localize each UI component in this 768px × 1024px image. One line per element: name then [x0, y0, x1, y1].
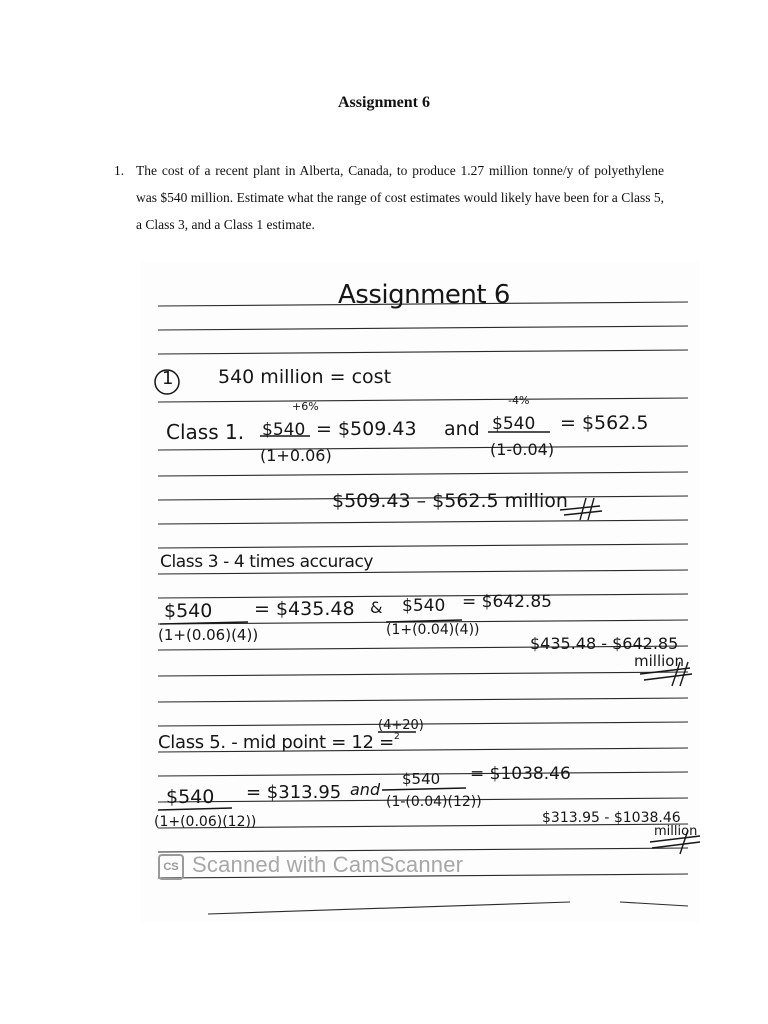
class3-heading: Class 3 - 4 times accuracy: [160, 552, 374, 572]
class5-heading: Class 5. - mid point = 12 =: [158, 732, 394, 753]
class1-range: $509.43 – $562.5 million: [332, 490, 568, 512]
class1-result-2: = $562.5: [560, 412, 649, 434]
scanned-handwritten-solution: [140, 262, 700, 922]
item-number: 1: [162, 368, 174, 389]
class1-and: and: [444, 418, 480, 440]
class1-label: Class 1.: [166, 420, 245, 444]
class5-result-2: = $1038.46: [470, 764, 571, 784]
class5-denominator-1: (1+(0.06)(12)): [154, 814, 257, 830]
handwritten-title: Assignment 6: [338, 280, 510, 310]
camscanner-watermark: Scanned with CamScanner: [192, 852, 464, 877]
question-text: The cost of a recent plant in Alberta, Canada, to produce 1.27 million tonne/y of polyethylene was $540 million. Estimate what the range of cost estimates would likely have been for a Class 5, a Class 3, and a Class 1 estimate.: [136, 163, 664, 232]
class3-numerator-1: $540: [164, 600, 213, 622]
class3-numerator-2: $540: [402, 596, 446, 616]
class5-result-1: = $313.95: [246, 782, 342, 803]
class3-range: $435.48 - $642.85: [530, 634, 679, 653]
class3-range-unit: million: [634, 652, 684, 670]
class1-denominator-1: (1+0.06): [260, 446, 332, 465]
class1-denominator-2: (1-0.04): [490, 440, 555, 459]
class5-range-unit: million: [654, 824, 698, 839]
class3-and: &: [370, 598, 383, 617]
class5-and: and: [350, 780, 381, 799]
class1-result-1: = $509.43: [316, 418, 417, 440]
class1-annotation-minus: -4%: [508, 394, 530, 407]
camscanner-logo-icon: CS: [158, 854, 184, 880]
class1-annotation-plus: +6%: [292, 400, 319, 413]
class5-range: $313.95 - $1038.46: [542, 810, 681, 826]
page-title: Assignment 6: [337, 94, 430, 111]
class3-denominator-2: (1+(0.04)(4)): [386, 622, 480, 638]
class5-mid-denominator: 2: [394, 732, 400, 742]
class5-mid-numerator: (4+20): [378, 718, 424, 733]
class5-denominator-2: (1-(0.04)(12)): [386, 794, 482, 810]
class3-denominator-1: (1+(0.06)(4)): [158, 626, 259, 644]
class5-numerator-2: $540: [402, 770, 441, 788]
given-cost: 540 million = cost: [218, 366, 392, 388]
class1-numerator-1: $540: [262, 420, 306, 440]
class3-result-1: = $435.48: [254, 598, 355, 620]
class3-result-2: = $642.85: [462, 592, 552, 612]
question-number: 1.: [114, 163, 125, 178]
class1-numerator-2: $540: [492, 414, 536, 434]
class5-numerator-1: $540: [166, 786, 215, 808]
